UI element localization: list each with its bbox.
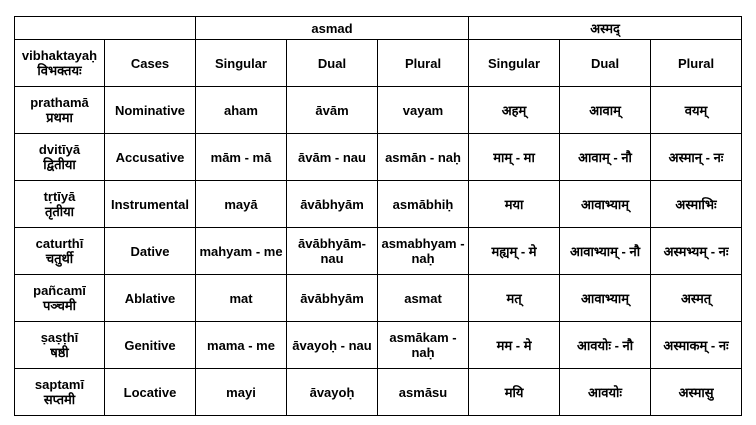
corner-cell (15, 17, 196, 40)
deva-plural-cell (651, 322, 742, 369)
vibhakti-name-cell (15, 228, 105, 275)
deva-plural-cell (651, 181, 742, 228)
roman-plural-cell (378, 275, 469, 322)
header-vibhakti-deva: विभक्तयः (37, 63, 82, 78)
table-row (15, 275, 742, 322)
table-row (15, 322, 742, 369)
vibhakti-name-roman: pañcamī (33, 283, 86, 298)
declension-rows (15, 87, 742, 416)
form-text: आवाम् (589, 102, 621, 118)
form-text: naḥ (411, 345, 435, 360)
case-name-cell: Ablative (105, 275, 196, 322)
table-row (15, 228, 742, 275)
header-deva-dual: Dual (560, 40, 651, 87)
deva-dual-cell (560, 87, 651, 134)
form-text: mat (229, 290, 253, 306)
header-cases: Cases (105, 40, 196, 87)
vibhakti-name-deva: चतुर्थी (45, 251, 74, 266)
form-text: asmat (404, 290, 442, 306)
form-text: mama - me (207, 337, 275, 353)
deva-singular-cell (469, 369, 560, 416)
vibhakti-name-cell (15, 181, 105, 228)
case-name-cell: Instrumental (105, 181, 196, 228)
deva-plural-cell (651, 134, 742, 181)
header-roman-singular: Singular (196, 40, 287, 87)
vibhakti-name-roman: caturthī (35, 236, 84, 251)
form-text: वयम् (684, 102, 708, 118)
vibhakti-name-cell (15, 322, 105, 369)
roman-plural-cell (378, 134, 469, 181)
form-text: mayi (226, 384, 256, 400)
form-text: asmabhyam - (381, 236, 465, 251)
form-text: mayā (224, 196, 258, 212)
vibhakti-name-roman: prathamā (30, 95, 89, 110)
header-vibhakti (15, 40, 105, 87)
deva-dual-cell (560, 275, 651, 322)
table-row (15, 181, 742, 228)
vibhakti-name-roman: ṣaṣṭhī (40, 330, 79, 345)
form-text: āvābhyām (300, 290, 364, 306)
form-text: āvābhyām (300, 196, 364, 212)
form-text: मत् (506, 290, 522, 306)
roman-plural-cell (378, 228, 469, 275)
roman-dual-cell (287, 228, 378, 275)
case-name-cell: Nominative (105, 87, 196, 134)
roman-singular-cell (196, 181, 287, 228)
deva-singular-cell (469, 181, 560, 228)
form-text: मह्यम् - मे (491, 243, 537, 259)
form-text: अस्मासु (678, 384, 714, 400)
roman-dual-cell (287, 134, 378, 181)
deva-singular-cell (469, 87, 560, 134)
vibhakti-name-cell (15, 134, 105, 181)
deva-plural-cell (651, 87, 742, 134)
deva-singular-cell (469, 322, 560, 369)
vibhakti-name-cell (15, 87, 105, 134)
table-row (15, 134, 742, 181)
form-text: मम - मे (496, 337, 532, 353)
case-name-cell: Locative (105, 369, 196, 416)
case-name-cell: Dative (105, 228, 196, 275)
vibhakti-name-deva: षष्ठी (50, 345, 69, 360)
form-text: अस्मान् - नः (668, 149, 724, 165)
deva-dual-cell (560, 134, 651, 181)
form-text: आवाभ्याम् (581, 196, 630, 212)
declension-table (14, 16, 742, 416)
case-name-cell: Genitive (105, 322, 196, 369)
roman-plural-cell (378, 322, 469, 369)
header-roman-dual: Dual (287, 40, 378, 87)
form-text: nau (320, 251, 344, 266)
form-text: aham (224, 102, 258, 118)
form-text: माम् - मा (493, 149, 535, 165)
deva-dual-cell (560, 369, 651, 416)
form-text: मयि (504, 384, 524, 400)
form-text: आवाभ्याम् - नौ (569, 243, 641, 259)
form-text: mahyam - me (199, 243, 283, 259)
vibhakti-name-cell (15, 369, 105, 416)
vibhakti-name-deva: सप्तमी (43, 392, 76, 407)
vibhakti-name-deva: तृतीया (44, 204, 75, 219)
form-text: asmābhiḥ (392, 196, 454, 212)
deva-singular-cell (469, 228, 560, 275)
deva-singular-cell (469, 134, 560, 181)
form-text: āvām - nau (298, 149, 366, 165)
table-row (15, 369, 742, 416)
roman-plural-cell (378, 181, 469, 228)
group-header-romanized: asmad (196, 17, 469, 40)
vibhakti-name-cell (15, 275, 105, 322)
deva-dual-cell (560, 322, 651, 369)
vibhakti-name-deva: द्वितीया (43, 157, 76, 172)
roman-plural-cell (378, 87, 469, 134)
form-text: āvābhyām- (298, 236, 366, 251)
roman-singular-cell (196, 275, 287, 322)
table-row (15, 87, 742, 134)
deva-plural-cell (651, 369, 742, 416)
form-text: mām - mā (210, 149, 272, 165)
form-text: āvayoḥ (309, 384, 355, 400)
roman-dual-cell (287, 322, 378, 369)
form-text: मया (504, 196, 524, 212)
form-text: अस्माभिः (675, 196, 717, 212)
roman-singular-cell (196, 134, 287, 181)
roman-dual-cell (287, 87, 378, 134)
form-text: आवाम् - नौ (578, 149, 632, 165)
form-text: āvām (315, 102, 349, 118)
vibhakti-name-roman: saptamī (34, 377, 85, 392)
vibhakti-name-roman: dvitīyā (38, 142, 81, 157)
form-text: आवयोः - नौ (576, 337, 634, 353)
header-roman-plural: Plural (378, 40, 469, 87)
form-text: अस्मत् (680, 290, 712, 306)
roman-plural-cell (378, 369, 469, 416)
deva-plural-cell (651, 275, 742, 322)
header-deva-plural: Plural (651, 40, 742, 87)
form-text: āvayoḥ - nau (292, 337, 372, 353)
header-deva-singular: Singular (469, 40, 560, 87)
form-text: आवयोः (588, 384, 623, 400)
deva-dual-cell (560, 228, 651, 275)
header-vibhakti-roman: vibhaktayaḥ (21, 48, 98, 63)
roman-dual-cell (287, 181, 378, 228)
form-text: asmākam - (389, 330, 457, 345)
vibhakti-name-deva: पञ्चमी (42, 298, 77, 313)
roman-singular-cell (196, 87, 287, 134)
roman-singular-cell (196, 369, 287, 416)
form-text: अस्माकम् - नः (663, 337, 729, 353)
form-text: vayam (402, 102, 444, 118)
deva-plural-cell (651, 228, 742, 275)
roman-dual-cell (287, 275, 378, 322)
form-text: asmān - naḥ (385, 149, 461, 165)
form-text: asmāsu (398, 384, 448, 400)
vibhakti-name-deva: प्रथमा (46, 110, 73, 125)
case-name-cell: Accusative (105, 134, 196, 181)
form-text: अस्मभ्यम् - नः (663, 243, 729, 259)
group-header-devanagari: अस्मद् (469, 17, 742, 40)
form-text: अहम् (501, 102, 527, 118)
roman-dual-cell (287, 369, 378, 416)
deva-dual-cell (560, 181, 651, 228)
deva-singular-cell (469, 275, 560, 322)
form-text: आवाभ्याम् (581, 290, 630, 306)
roman-singular-cell (196, 228, 287, 275)
form-text: naḥ (411, 251, 435, 266)
vibhakti-name-roman: tṛtīyā (43, 189, 76, 204)
roman-singular-cell (196, 322, 287, 369)
